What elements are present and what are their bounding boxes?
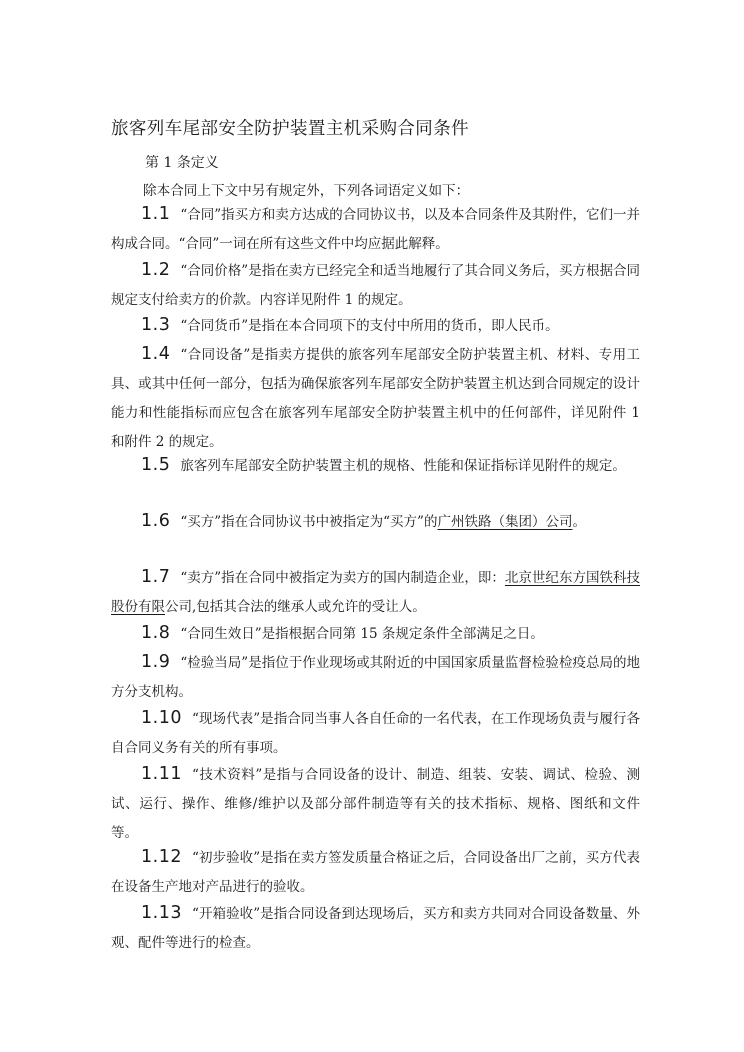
clause-text-end: 公司,包括其合法的继承人或允许的受让人。 xyxy=(165,599,426,615)
clause-number: 1.5 xyxy=(141,455,171,475)
clause-text: “合同货币”是指在本合同项下的支付中所用的货币，即人民币。 xyxy=(180,318,559,334)
clause-number: 1.2 xyxy=(141,260,171,280)
clause-text-end: 。 xyxy=(572,514,586,530)
clause-1-10 xyxy=(111,704,640,763)
clause-number: 1.11 xyxy=(141,764,182,784)
document-title: 旅客列车尾部安全防护装置主机采购合同条件 xyxy=(111,119,469,139)
clause-number: 1.10 xyxy=(141,708,182,728)
clause-text: “合同设备”是指卖方提供的旅客列车尾部安全防护装置主机、材料、专用工具、或其中任何一部分，包括为确保旅客列车尾部安全防护装置主机达到合同规定的设计能力和性能指标而应包含在旅客列车尾部安全防护装置主机中的任何部件，详见附件 1 和附件 2 的规定。 xyxy=(111,347,640,450)
clause-1-9 xyxy=(111,648,640,707)
clause-number: 1.3 xyxy=(141,315,171,335)
clause-text: “开箱验收”是指合同设备到达现场后，买方和卖方共同对合同设备数量、外观、配件等进行的检查。 xyxy=(111,906,640,951)
clause-text: “合同价格”是指在卖方已经完全和适当地履行了其合同义务后，买方根据合同规定支付给卖方的价款。内容详见附件 1 的规定。 xyxy=(111,263,640,308)
clause-number: 1.13 xyxy=(141,903,182,923)
clause-number: 1.8 xyxy=(141,623,171,643)
clause-text: “合同生效日”是指根据合同第 15 条规定条件全部满足之日。 xyxy=(180,626,544,642)
clause-1-7 xyxy=(111,563,640,622)
clause-1-6 xyxy=(111,507,640,537)
clause-1-8 xyxy=(111,619,640,649)
intro-text: 除本合同上下文中另有规定外，下列各词语定义如下： xyxy=(143,183,470,199)
clause-text: “现场代表”是指合同当事人各自任命的一名代表，在工作现场负责与履行各自合同义务有关的所有事项。 xyxy=(111,711,640,756)
clause-text: “技术资料”是指与合同设备的设计、制造、组装、安装、调试、检验、测试、运行、操作、维修/维护以及部分部件制造等有关的技术指标、规格、图纸和文件等。 xyxy=(111,767,640,841)
clause-1-3 xyxy=(111,311,640,341)
clause-1-12 xyxy=(111,843,640,902)
clause-text: “初步验收”是指在卖方签发质量合格证之后，合同设备出厂之前，买方代表在设备生产地对产品进行的验收。 xyxy=(111,850,640,895)
clause-text: “买方”指在合同协议书中被指定为“买方”的 xyxy=(180,514,438,530)
clause-text: “检验当局”是指位于作业现场或其附近的中国国家质量监督检验检疫总局的地方分支机构。 xyxy=(111,655,640,700)
article-heading: 第 1 条定义 xyxy=(145,155,219,171)
clause-1-2 xyxy=(111,256,640,315)
clause-1-1 xyxy=(111,200,640,259)
clause-number: 1.9 xyxy=(141,652,171,672)
seller-name: 北京世纪东方国铁科技股份有限 xyxy=(111,570,640,615)
clause-1-11 xyxy=(111,760,640,848)
clause-1-5 xyxy=(111,451,640,481)
clause-1-13 xyxy=(111,899,640,958)
clause-number: 1.12 xyxy=(141,847,182,867)
clause-1-4 xyxy=(111,340,640,457)
clause-number: 1.6 xyxy=(141,511,171,531)
buyer-name: 广州铁路（集团）公司 xyxy=(437,514,573,530)
clause-number: 1.7 xyxy=(141,567,171,587)
clause-text: “合同”指买方和卖方达成的合同协议书，以及本合同条件及其附件，它们一并构成合同。“合同”一词在所有这些文件中均应据此解释。 xyxy=(111,207,640,252)
clause-text: 旅客列车尾部安全防护装置主机的规格、性能和保证指标详见附件的规定。 xyxy=(180,458,626,474)
clause-number: 1.4 xyxy=(141,344,171,364)
clause-number: 1.1 xyxy=(141,204,171,224)
clause-text: “卖方”指在合同中被指定为卖方的国内制造企业，即： xyxy=(180,570,505,586)
